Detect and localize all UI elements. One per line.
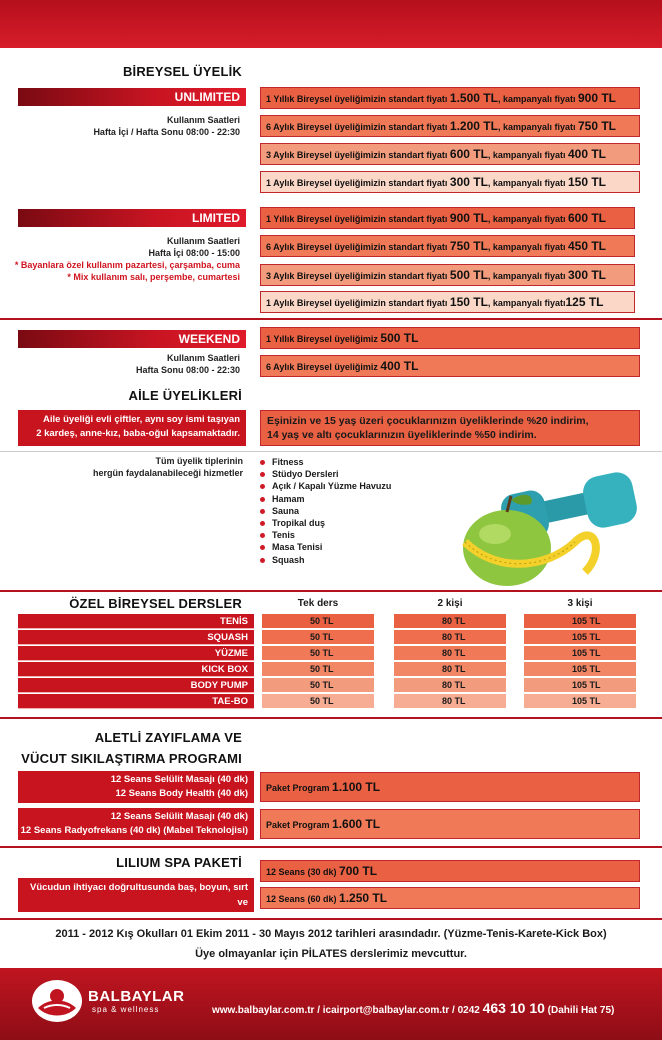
services-label-2: hergün faydalanabileceği hizmetler — [92, 468, 243, 478]
top-band — [0, 0, 662, 48]
lesson-row-label: TENİS — [18, 614, 254, 629]
program2-price: Paket Program 1.600 TL — [260, 809, 640, 839]
lesson-price-cell: 105 TL — [524, 694, 636, 709]
lesson-price-cell: 50 TL — [262, 630, 374, 645]
unlimited-price-4: 1 Aylık Bireysel üyeliğimizin standart fiyatı 300 TL, kampanyalı fiyatı 150 TL — [260, 171, 640, 193]
services-list — [260, 456, 460, 566]
weekend-info-1: Kullanım Saatleri — [166, 353, 240, 363]
aile-desc-1: Aile üyeliği evli çiftler, aynı soy ismi taşıyan — [43, 414, 240, 425]
lesson-price-cell: 50 TL — [262, 694, 374, 709]
limited-price-3: 3 Aylık Bireysel üyeliğimizin standart fiyatı 500 TL, kampanyalı fiyatı 300 TL — [260, 264, 635, 286]
bireysel-title: BİREYSEL ÜYELİK — [122, 64, 242, 79]
program1-desc-2: 12 Seans Body Health (40 dk) — [115, 788, 248, 799]
service-item: Fitness — [260, 456, 460, 468]
program2-desc — [18, 808, 254, 840]
lesson-price-cell: 105 TL — [524, 614, 636, 629]
lesson-price-cell: 80 TL — [394, 630, 506, 645]
lesson-row-label: KICK BOX — [18, 662, 254, 677]
limited-note-1: * Bayanlara özel kullanım pazartesi, çarşamba, cuma — [14, 260, 240, 270]
unlimited-price-2: 6 Aylık Bireysel üyeliğimizin standart fiyatı 1.200 TL, kampanyalı fiyatı 750 TL — [260, 115, 640, 137]
footer-line-2: Üye olmayanlar için PİLATES derslerimiz mevcuttur. — [195, 948, 467, 960]
aile-desc — [18, 410, 246, 446]
program2-desc-2: 12 Seans Radyofrekans (40 dk) (Mabel Teknolojisi) — [20, 825, 248, 836]
lesson-price-cell: 50 TL — [262, 646, 374, 661]
program-title-2: VÜCUT SIKILAŞTIRMA PROGRAMI — [21, 751, 242, 766]
spa-desc — [18, 878, 254, 912]
spa-price-1: 12 Seans (30 dk) 700 TL — [260, 860, 640, 882]
lesson-price-cell: 50 TL — [262, 614, 374, 629]
lesson-price-cell: 80 TL — [394, 646, 506, 661]
unlimited-label: UNLIMITED — [18, 88, 246, 106]
limited-price-2: 6 Aylık Bireysel üyeliğimizin standart fiyatı 750 TL, kampanyalı fiyatı 450 TL — [260, 235, 635, 257]
unlimited-price-1: 1 Yıllık Bireysel üyeliğimizin standart fiyatı 1.500 TL, kampanyalı fiyatı 900 TL — [260, 87, 640, 109]
aile-discount-2: 14 yaş ve altı çocuklarınızın üyeliklerinde %50 indirim. — [267, 429, 537, 441]
aile-title: AİLE ÜYELİKLERİ — [128, 388, 242, 403]
services-label — [18, 455, 243, 479]
separator — [0, 451, 662, 452]
contact-line — [212, 1000, 614, 1016]
limited-info-1: Kullanım Saatleri — [166, 236, 240, 246]
col-head-tek: Tek ders — [297, 598, 339, 609]
service-item: Sauna — [260, 505, 460, 517]
lesson-price-cell: 105 TL — [524, 630, 636, 645]
unlimited-info — [18, 114, 240, 138]
program1-desc-1: 12 Seans Selülit Masajı (40 dk) — [110, 774, 248, 785]
contact-ext: (Dahili Hat 75) — [544, 1005, 615, 1016]
program-title — [20, 727, 242, 769]
lesson-row-label: TAE-BO — [18, 694, 254, 709]
weekend-price-1: 1 Yıllık Bireysel üyeliğimiz 500 TL — [260, 327, 640, 349]
services-label-1: Tüm üyelik tiplerinin — [155, 456, 243, 466]
spa-title: LILIUM SPA PAKETİ — [116, 855, 242, 870]
lesson-price-cell: 105 TL — [524, 678, 636, 693]
unlimited-price-3: 3 Aylık Bireysel üyeliğimizin standart fiyatı 600 TL, kampanyalı fiyatı 400 TL — [260, 143, 640, 165]
lesson-price-cell: 105 TL — [524, 662, 636, 677]
limited-price-4: 1 Aylık Bireysel üyeliğimizin standart fiyatı 150 TL, kampanyalı fiyatı125 TL — [260, 291, 635, 313]
service-item: Masa Tenisi — [260, 541, 460, 553]
limited-label: LIMITED — [18, 209, 246, 227]
program1-price: Paket Program 1.100 TL — [260, 772, 640, 802]
contact-text: www.balbaylar.com.tr / icairport@balbaylar.com.tr / 0242 — [212, 1005, 483, 1016]
unlimited-info-1: Kullanım Saatleri — [166, 115, 240, 125]
weekend-price-2: 6 Aylık Bireysel üyeliğimiz 400 TL — [260, 355, 640, 377]
balbaylar-logo-icon — [30, 978, 84, 1024]
separator — [0, 318, 662, 320]
aile-discount — [260, 410, 640, 446]
separator — [0, 717, 662, 719]
service-item: Squash — [260, 554, 460, 566]
lesson-price-cell: 80 TL — [394, 614, 506, 629]
program1-desc — [18, 771, 254, 803]
limited-note-2: * Mix kullanım salı, perşembe, cumartesi — [67, 272, 240, 282]
service-item: Tenis — [260, 529, 460, 541]
brand-tagline: spa & wellness — [92, 1005, 160, 1014]
service-item: Tropikal duş — [260, 517, 460, 529]
spa-desc-1: Vücudun ihtiyacı doğrultusunda baş, boyun, sırt ve — [30, 882, 248, 908]
lesson-row-label: SQUASH — [18, 630, 254, 645]
contact-phone: 463 10 10 — [482, 1000, 545, 1016]
separator — [0, 590, 662, 592]
lesson-row-label: BODY PUMP — [18, 678, 254, 693]
program2-desc-1: 12 Seans Selülit Masajı (40 dk) — [110, 811, 248, 822]
brand-name: BALBAYLAR — [88, 988, 185, 1005]
service-item: Hamam — [260, 493, 460, 505]
col-head-2: 2 kişi — [437, 598, 463, 609]
aile-desc-2: 2 kardeş, anne-kız, baba-oğul kapsamaktadır. — [36, 428, 240, 439]
lessons-title: ÖZEL BİREYSEL DERSLER — [69, 596, 242, 611]
lesson-price-cell: 80 TL — [394, 678, 506, 693]
program-title-1: ALETLİ ZAYIFLAMA VE — [94, 730, 242, 745]
separator — [0, 918, 662, 920]
unlimited-info-2: Hafta İçi / Hafta Sonu 08:00 - 22:30 — [93, 127, 240, 137]
lesson-price-cell: 50 TL — [262, 678, 374, 693]
limited-info-2: Hafta İçi 08:00 - 15:00 — [148, 248, 240, 258]
apple-dumbbell-illustration — [455, 462, 655, 590]
separator — [0, 846, 662, 848]
limited-info — [0, 235, 240, 283]
weekend-info — [18, 352, 240, 376]
spa-price-2: 12 Seans (60 dk) 1.250 TL — [260, 887, 640, 909]
weekend-label: WEEKEND — [18, 330, 246, 348]
lesson-price-cell: 105 TL — [524, 646, 636, 661]
lesson-price-cell: 80 TL — [394, 694, 506, 709]
service-item: Açık / Kapalı Yüzme Havuzu — [260, 480, 460, 492]
lesson-price-cell: 80 TL — [394, 662, 506, 677]
aile-discount-1: Eşinizin ve 15 yaş üzeri çocuklarınızın üyeliklerinde %20 indirim, — [267, 415, 589, 427]
footer-line-1: 2011 - 2012 Kış Okulları 01 Ekim 2011 - 30 Mayıs 2012 tarihleri arasındadır. (Yüzme-Tenis-Karete-Kick Box) — [55, 928, 607, 940]
lesson-price-cell: 50 TL — [262, 662, 374, 677]
limited-price-1: 1 Yıllık Bireysel üyeliğimizin standart fiyatı 900 TL, kampanyalı fiyatı 600 TL — [260, 207, 635, 229]
col-head-3: 3 kişi — [567, 598, 593, 609]
service-item: Stüdyo Dersleri — [260, 468, 460, 480]
weekend-info-2: Hafta Sonu 08:00 - 22:30 — [135, 365, 240, 375]
lesson-row-label: YÜZME — [18, 646, 254, 661]
